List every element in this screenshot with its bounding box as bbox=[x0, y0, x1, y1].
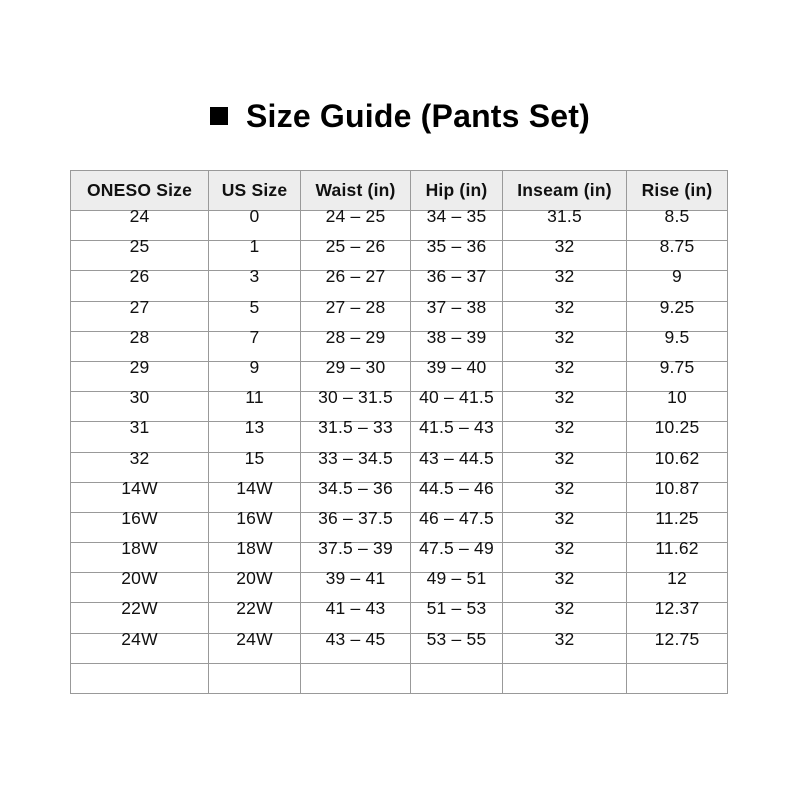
size-cell bbox=[71, 663, 209, 693]
size-cell bbox=[301, 628, 411, 663]
size-cell-value: 11.62 bbox=[655, 538, 699, 559]
size-cell-value: 33 – 34.5 bbox=[318, 447, 393, 468]
size-cell-value: 27 – 28 bbox=[325, 296, 386, 317]
column-header: ONESO Size bbox=[71, 171, 209, 211]
size-cell-value: 12.37 bbox=[654, 598, 700, 619]
size-cell-value: 9.5 bbox=[664, 326, 690, 347]
size-cell-value: 40 – 41.5 bbox=[419, 387, 494, 408]
table-row bbox=[71, 241, 728, 271]
size-cell-value: 12.75 bbox=[654, 628, 700, 649]
size-cell-value: 10 bbox=[667, 387, 687, 408]
column-header: Waist (in) bbox=[301, 171, 411, 211]
size-cell-value: 39 – 41 bbox=[325, 568, 386, 589]
size-cell-value: 9.75 bbox=[659, 356, 695, 377]
size-cell-value: 37.5 – 39 bbox=[318, 538, 393, 559]
size-cell-value: 46 – 47.5 bbox=[419, 507, 494, 528]
size-cell-value: 7 bbox=[249, 326, 260, 347]
table-row bbox=[71, 422, 728, 452]
size-cell-value: 15 bbox=[244, 447, 265, 468]
size-cell-value: 31.5 bbox=[547, 206, 582, 226]
size-guide-table bbox=[70, 170, 728, 694]
size-cell-value: 53 – 55 bbox=[426, 628, 487, 649]
size-cell-value: 11.25 bbox=[655, 507, 699, 528]
size-cell-value: 10.87 bbox=[654, 477, 700, 498]
size-cell-value: 20W bbox=[121, 568, 158, 589]
size-cell-value: 32 bbox=[554, 447, 575, 468]
table-row bbox=[71, 211, 728, 241]
size-cell-value: 24W bbox=[121, 628, 158, 649]
size-cell-value: 27 bbox=[129, 296, 150, 317]
table-row bbox=[71, 512, 728, 542]
size-cell-value: 32 bbox=[554, 477, 575, 498]
size-cell-value: 22W bbox=[236, 598, 273, 619]
size-cell-value: 1 bbox=[249, 236, 260, 257]
size-cell-value: 36 – 37 bbox=[426, 266, 487, 287]
table-row bbox=[71, 452, 728, 482]
size-cell-value: 32 bbox=[129, 447, 150, 468]
empty-row bbox=[71, 663, 728, 693]
size-cell-value: 32 bbox=[554, 507, 575, 528]
size-cell-value: 3 bbox=[249, 266, 260, 287]
size-cell-value: 30 bbox=[129, 387, 150, 408]
size-cell-value: 16W bbox=[121, 507, 158, 528]
size-cell-value: 31.5 – 33 bbox=[318, 417, 393, 438]
size-cell-value: 12 bbox=[667, 568, 687, 589]
size-cell-value: 32 bbox=[554, 417, 575, 438]
size-cell bbox=[209, 663, 301, 693]
table-row bbox=[71, 392, 728, 422]
size-cell-value: 14W bbox=[236, 477, 273, 498]
size-cell-value: 31 bbox=[129, 417, 150, 438]
page-title: Size Guide (Pants Set) bbox=[245, 98, 591, 134]
size-cell-value: 18W bbox=[121, 538, 158, 559]
size-cell-value: 35 – 36 bbox=[426, 236, 487, 257]
size-cell bbox=[411, 663, 503, 693]
size-cell bbox=[627, 628, 728, 663]
size-cell-value: 14W bbox=[121, 477, 158, 498]
size-cell-value: 24W bbox=[236, 628, 273, 649]
size-cell-value: 43 – 44.5 bbox=[419, 447, 494, 468]
size-cell-value: 37 – 38 bbox=[426, 296, 487, 317]
size-cell-value: 10.62 bbox=[654, 447, 700, 468]
size-cell-value: 43 – 45 bbox=[325, 628, 386, 649]
size-cell-value: 34.5 – 36 bbox=[318, 477, 393, 498]
size-cell-value: 34 – 35 bbox=[426, 206, 487, 226]
size-cell-value: 32 bbox=[554, 628, 575, 649]
size-cell bbox=[411, 628, 503, 663]
size-cell-value: 32 bbox=[554, 236, 575, 257]
size-cell-value: 11 bbox=[245, 387, 264, 408]
size-cell-value: 32 bbox=[554, 296, 575, 317]
table-row bbox=[71, 573, 728, 603]
size-cell-value: 24 – 25 bbox=[325, 206, 386, 226]
column-header: US Size bbox=[209, 171, 301, 211]
table-row bbox=[71, 271, 728, 301]
table-row bbox=[71, 331, 728, 361]
size-cell-value: 13 bbox=[244, 417, 265, 438]
size-cell bbox=[503, 628, 627, 663]
table-row bbox=[71, 543, 728, 573]
size-cell-value: 32 bbox=[554, 266, 575, 287]
size-cell-value: 28 bbox=[129, 326, 150, 347]
size-cell-value: 28 – 29 bbox=[325, 326, 386, 347]
size-cell-value: 44.5 – 46 bbox=[419, 477, 494, 498]
size-cell-value: 24 bbox=[129, 206, 150, 226]
size-cell bbox=[71, 628, 209, 663]
size-cell-value: 41.5 – 43 bbox=[419, 417, 494, 438]
size-cell-value: 8.5 bbox=[664, 206, 690, 226]
size-cell-value: 39 – 40 bbox=[426, 356, 487, 377]
size-cell-value: 26 – 27 bbox=[325, 266, 386, 287]
column-header: Rise (in) bbox=[627, 171, 728, 211]
size-cell-value: 38 – 39 bbox=[426, 326, 487, 347]
size-cell-value: 32 bbox=[554, 326, 575, 347]
size-cell-value: 47.5 – 49 bbox=[419, 538, 494, 559]
size-cell-value: 32 bbox=[554, 568, 575, 589]
column-header: Hip (in) bbox=[411, 171, 503, 211]
size-cell-value: 0 bbox=[249, 206, 260, 226]
size-cell-value: 26 bbox=[129, 266, 150, 287]
size-cell-value: 9 bbox=[672, 266, 682, 287]
size-cell-value: 20W bbox=[236, 568, 273, 589]
size-cell bbox=[627, 663, 728, 693]
table-row bbox=[71, 603, 728, 633]
size-cell-value: 41 – 43 bbox=[325, 598, 386, 619]
size-cell-value: 22W bbox=[121, 598, 158, 619]
size-cell-value: 32 bbox=[554, 598, 575, 619]
size-cell-value: 32 bbox=[554, 387, 575, 408]
size-cell-value: 49 – 51 bbox=[426, 568, 487, 589]
size-cell-value: 25 bbox=[129, 236, 150, 257]
size-cell-value: 30 – 31.5 bbox=[318, 387, 393, 408]
size-cell-value: 29 bbox=[129, 356, 150, 377]
header-row bbox=[71, 171, 728, 211]
size-cell bbox=[301, 663, 411, 693]
size-cell-value: 9.25 bbox=[659, 296, 695, 317]
size-cell-value: 18W bbox=[236, 538, 273, 559]
size-cell bbox=[209, 628, 301, 663]
table-row bbox=[71, 633, 728, 663]
table-body bbox=[71, 206, 728, 694]
size-cell-value: 16W bbox=[236, 507, 273, 528]
table-row bbox=[71, 301, 728, 331]
black-square-bullet-icon bbox=[210, 107, 228, 125]
size-cell-value: 8.75 bbox=[659, 236, 695, 257]
table-row bbox=[71, 361, 728, 391]
size-cell-value: 9 bbox=[249, 356, 260, 377]
size-cell bbox=[503, 663, 627, 693]
size-cell-value: 36 – 37.5 bbox=[318, 507, 393, 528]
table-row bbox=[71, 482, 728, 512]
size-cell-value: 5 bbox=[249, 296, 260, 317]
size-cell-value: 29 – 30 bbox=[325, 356, 386, 377]
size-cell-value: 32 bbox=[554, 538, 575, 559]
title-row bbox=[0, 100, 800, 132]
size-cell-value: 51 – 53 bbox=[426, 598, 487, 619]
size-cell-value: 25 – 26 bbox=[325, 236, 386, 257]
column-header: Inseam (in) bbox=[503, 171, 627, 211]
size-cell-value: 32 bbox=[554, 356, 575, 377]
size-cell-value: 10.25 bbox=[654, 417, 700, 438]
